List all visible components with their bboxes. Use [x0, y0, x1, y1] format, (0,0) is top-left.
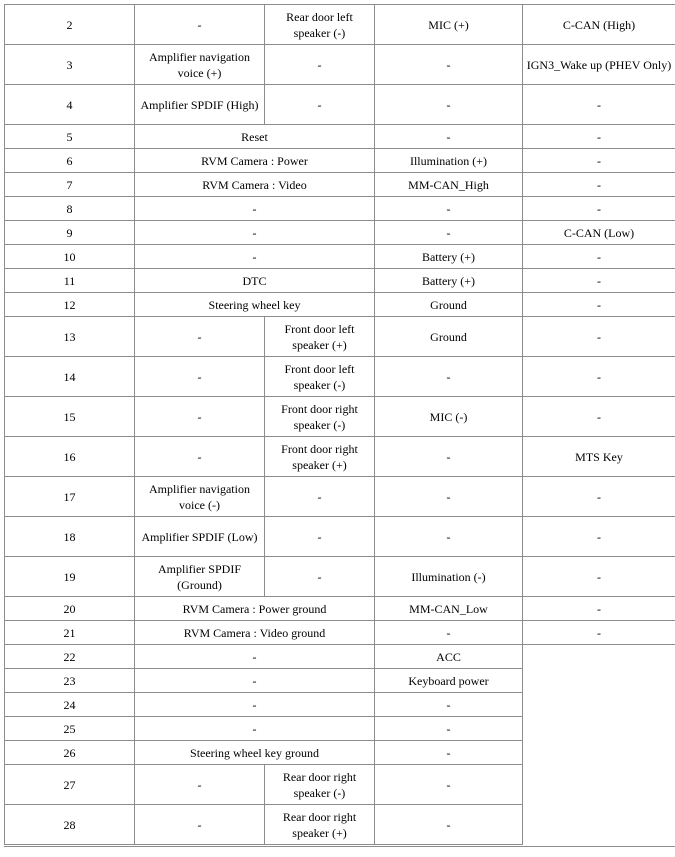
pin-number: 6: [5, 149, 135, 173]
table-row: [5, 45, 675, 85]
table-cell: -: [135, 645, 375, 669]
table-cell: Front door left speaker (+): [265, 317, 375, 357]
pin-number: 2: [5, 5, 135, 45]
pin-number: 13: [5, 317, 135, 357]
table-row: [5, 597, 675, 621]
table-cell: -: [135, 197, 375, 221]
pin-assignment-table: [4, 4, 675, 845]
table-cell: ACC: [375, 645, 523, 669]
pin-number: 21: [5, 621, 135, 645]
table-cell: -: [375, 477, 523, 517]
table-row: [5, 805, 675, 845]
table-cell: -: [523, 125, 675, 149]
table-cell: -: [265, 85, 375, 125]
pin-number: 12: [5, 293, 135, 317]
table-cell: RVM Camera : Power: [135, 149, 375, 173]
table-cell: Amplifier navigation voice (-): [135, 477, 265, 517]
table-cell: Illumination (+): [375, 149, 523, 173]
table-row: [5, 437, 675, 477]
table-cell: -: [375, 437, 523, 477]
table-cell: -: [523, 517, 675, 557]
table-cell: RVM Camera : Power ground: [135, 597, 375, 621]
table-cell: Rear door right speaker (-): [265, 765, 375, 805]
table-cell: MM-CAN_High: [375, 173, 523, 197]
pin-number: 5: [5, 125, 135, 149]
pin-number: 17: [5, 477, 135, 517]
table-cell: Front door right speaker (+): [265, 437, 375, 477]
table-cell: Ground: [375, 293, 523, 317]
pin-number: 18: [5, 517, 135, 557]
table-cell: -: [375, 741, 523, 765]
table-cell: -: [135, 245, 375, 269]
table-cell: IGN3_Wake up (PHEV Only): [523, 45, 675, 85]
empty-cell: [523, 669, 675, 693]
table-cell: C-CAN (High): [523, 5, 675, 45]
table-cell: -: [375, 621, 523, 645]
pin-number: 22: [5, 645, 135, 669]
table-cell: -: [375, 85, 523, 125]
table-cell: -: [135, 669, 375, 693]
pin-number: 9: [5, 221, 135, 245]
table-row: [5, 221, 675, 245]
table-cell: -: [135, 765, 265, 805]
pin-number: 3: [5, 45, 135, 85]
table-cell: Battery (+): [375, 245, 523, 269]
pin-number: 7: [5, 173, 135, 197]
table-cell: -: [135, 221, 375, 245]
table-cell: -: [375, 805, 523, 845]
table-row: [5, 765, 675, 805]
empty-cell: [523, 645, 675, 669]
table-cell: -: [523, 357, 675, 397]
table-cell: -: [265, 557, 375, 597]
table-row: [5, 269, 675, 293]
table-cell: Illumination (-): [375, 557, 523, 597]
pin-number: 16: [5, 437, 135, 477]
table-cell: -: [375, 221, 523, 245]
table-cell: -: [135, 357, 265, 397]
table-cell: -: [523, 149, 675, 173]
pin-number: 23: [5, 669, 135, 693]
table-row: [5, 517, 675, 557]
table-cell: MIC (-): [375, 397, 523, 437]
table-cell: -: [375, 357, 523, 397]
table-cell: MTS Key: [523, 437, 675, 477]
table-cell: -: [135, 717, 375, 741]
table-cell: RVM Camera : Video: [135, 173, 375, 197]
table-cell: -: [523, 293, 675, 317]
table-cell: Amplifier navigation voice (+): [135, 45, 265, 85]
table-row: [5, 717, 675, 741]
table-row: [5, 357, 675, 397]
pin-number: 20: [5, 597, 135, 621]
pin-number: 28: [5, 805, 135, 845]
table-cell: Reset: [135, 125, 375, 149]
pin-number: 14: [5, 357, 135, 397]
table-cell: Rear door left speaker (-): [265, 5, 375, 45]
table-cell: -: [523, 197, 675, 221]
pin-number: 10: [5, 245, 135, 269]
table-cell: Amplifier SPDIF (Low): [135, 517, 265, 557]
table-cell: -: [135, 5, 265, 45]
table-cell: -: [523, 317, 675, 357]
table-row: [5, 645, 675, 669]
pin-number: 25: [5, 717, 135, 741]
table-cell: -: [135, 317, 265, 357]
table-cell: -: [135, 437, 265, 477]
table-cell: -: [375, 765, 523, 805]
table-cell: Ground: [375, 317, 523, 357]
pin-number: 8: [5, 197, 135, 221]
table-cell: -: [135, 805, 265, 845]
table-cell: MM-CAN_Low: [375, 597, 523, 621]
pin-number: 24: [5, 693, 135, 717]
table-cell: MIC (+): [375, 5, 523, 45]
table-bottom-rule: [4, 846, 675, 847]
table-cell: -: [523, 85, 675, 125]
table-row: [5, 245, 675, 269]
table-row: [5, 197, 675, 221]
empty-cell: [523, 805, 675, 845]
table-cell: -: [375, 45, 523, 85]
empty-cell: [523, 741, 675, 765]
table-row: [5, 5, 675, 45]
pin-number: 11: [5, 269, 135, 293]
table-cell: RVM Camera : Video ground: [135, 621, 375, 645]
table-cell: -: [523, 397, 675, 437]
table-cell: -: [265, 477, 375, 517]
table-row: [5, 557, 675, 597]
table-cell: -: [375, 517, 523, 557]
table-cell: Front door left speaker (-): [265, 357, 375, 397]
table-cell: -: [265, 517, 375, 557]
table-row: [5, 149, 675, 173]
pin-number: 26: [5, 741, 135, 765]
table-cell: Amplifier SPDIF (Ground): [135, 557, 265, 597]
table-row: [5, 85, 675, 125]
table-cell: Front door right speaker (-): [265, 397, 375, 437]
empty-cell: [523, 765, 675, 805]
table-cell: -: [375, 197, 523, 221]
table-cell: -: [135, 397, 265, 437]
table-cell: DTC: [135, 269, 375, 293]
table-cell: Steering wheel key: [135, 293, 375, 317]
table-cell: -: [523, 557, 675, 597]
table-cell: -: [375, 717, 523, 741]
table-cell: -: [375, 125, 523, 149]
table-row: [5, 293, 675, 317]
table-row: [5, 125, 675, 149]
table-cell: -: [523, 477, 675, 517]
table-cell: -: [523, 173, 675, 197]
table-cell: -: [523, 245, 675, 269]
table-cell: -: [523, 269, 675, 293]
pin-number: 19: [5, 557, 135, 597]
empty-cell: [523, 693, 675, 717]
table-cell: -: [523, 597, 675, 621]
pin-number: 15: [5, 397, 135, 437]
table-cell: C-CAN (Low): [523, 221, 675, 245]
empty-cell: [523, 717, 675, 741]
table-row: [5, 669, 675, 693]
table-cell: -: [375, 693, 523, 717]
table-row: [5, 397, 675, 437]
pin-number: 27: [5, 765, 135, 805]
table-cell: -: [135, 693, 375, 717]
table-row: [5, 477, 675, 517]
table-row: [5, 741, 675, 765]
table-cell: -: [265, 45, 375, 85]
table-cell: Rear door right speaker (+): [265, 805, 375, 845]
table-row: [5, 317, 675, 357]
table-row: [5, 173, 675, 197]
table-row: [5, 621, 675, 645]
table-cell: Steering wheel key ground: [135, 741, 375, 765]
table-cell: Battery (+): [375, 269, 523, 293]
table-cell: Keyboard power: [375, 669, 523, 693]
table-cell: -: [523, 621, 675, 645]
table-row: [5, 693, 675, 717]
table-cell: Amplifier SPDIF (High): [135, 85, 265, 125]
pin-number: 4: [5, 85, 135, 125]
